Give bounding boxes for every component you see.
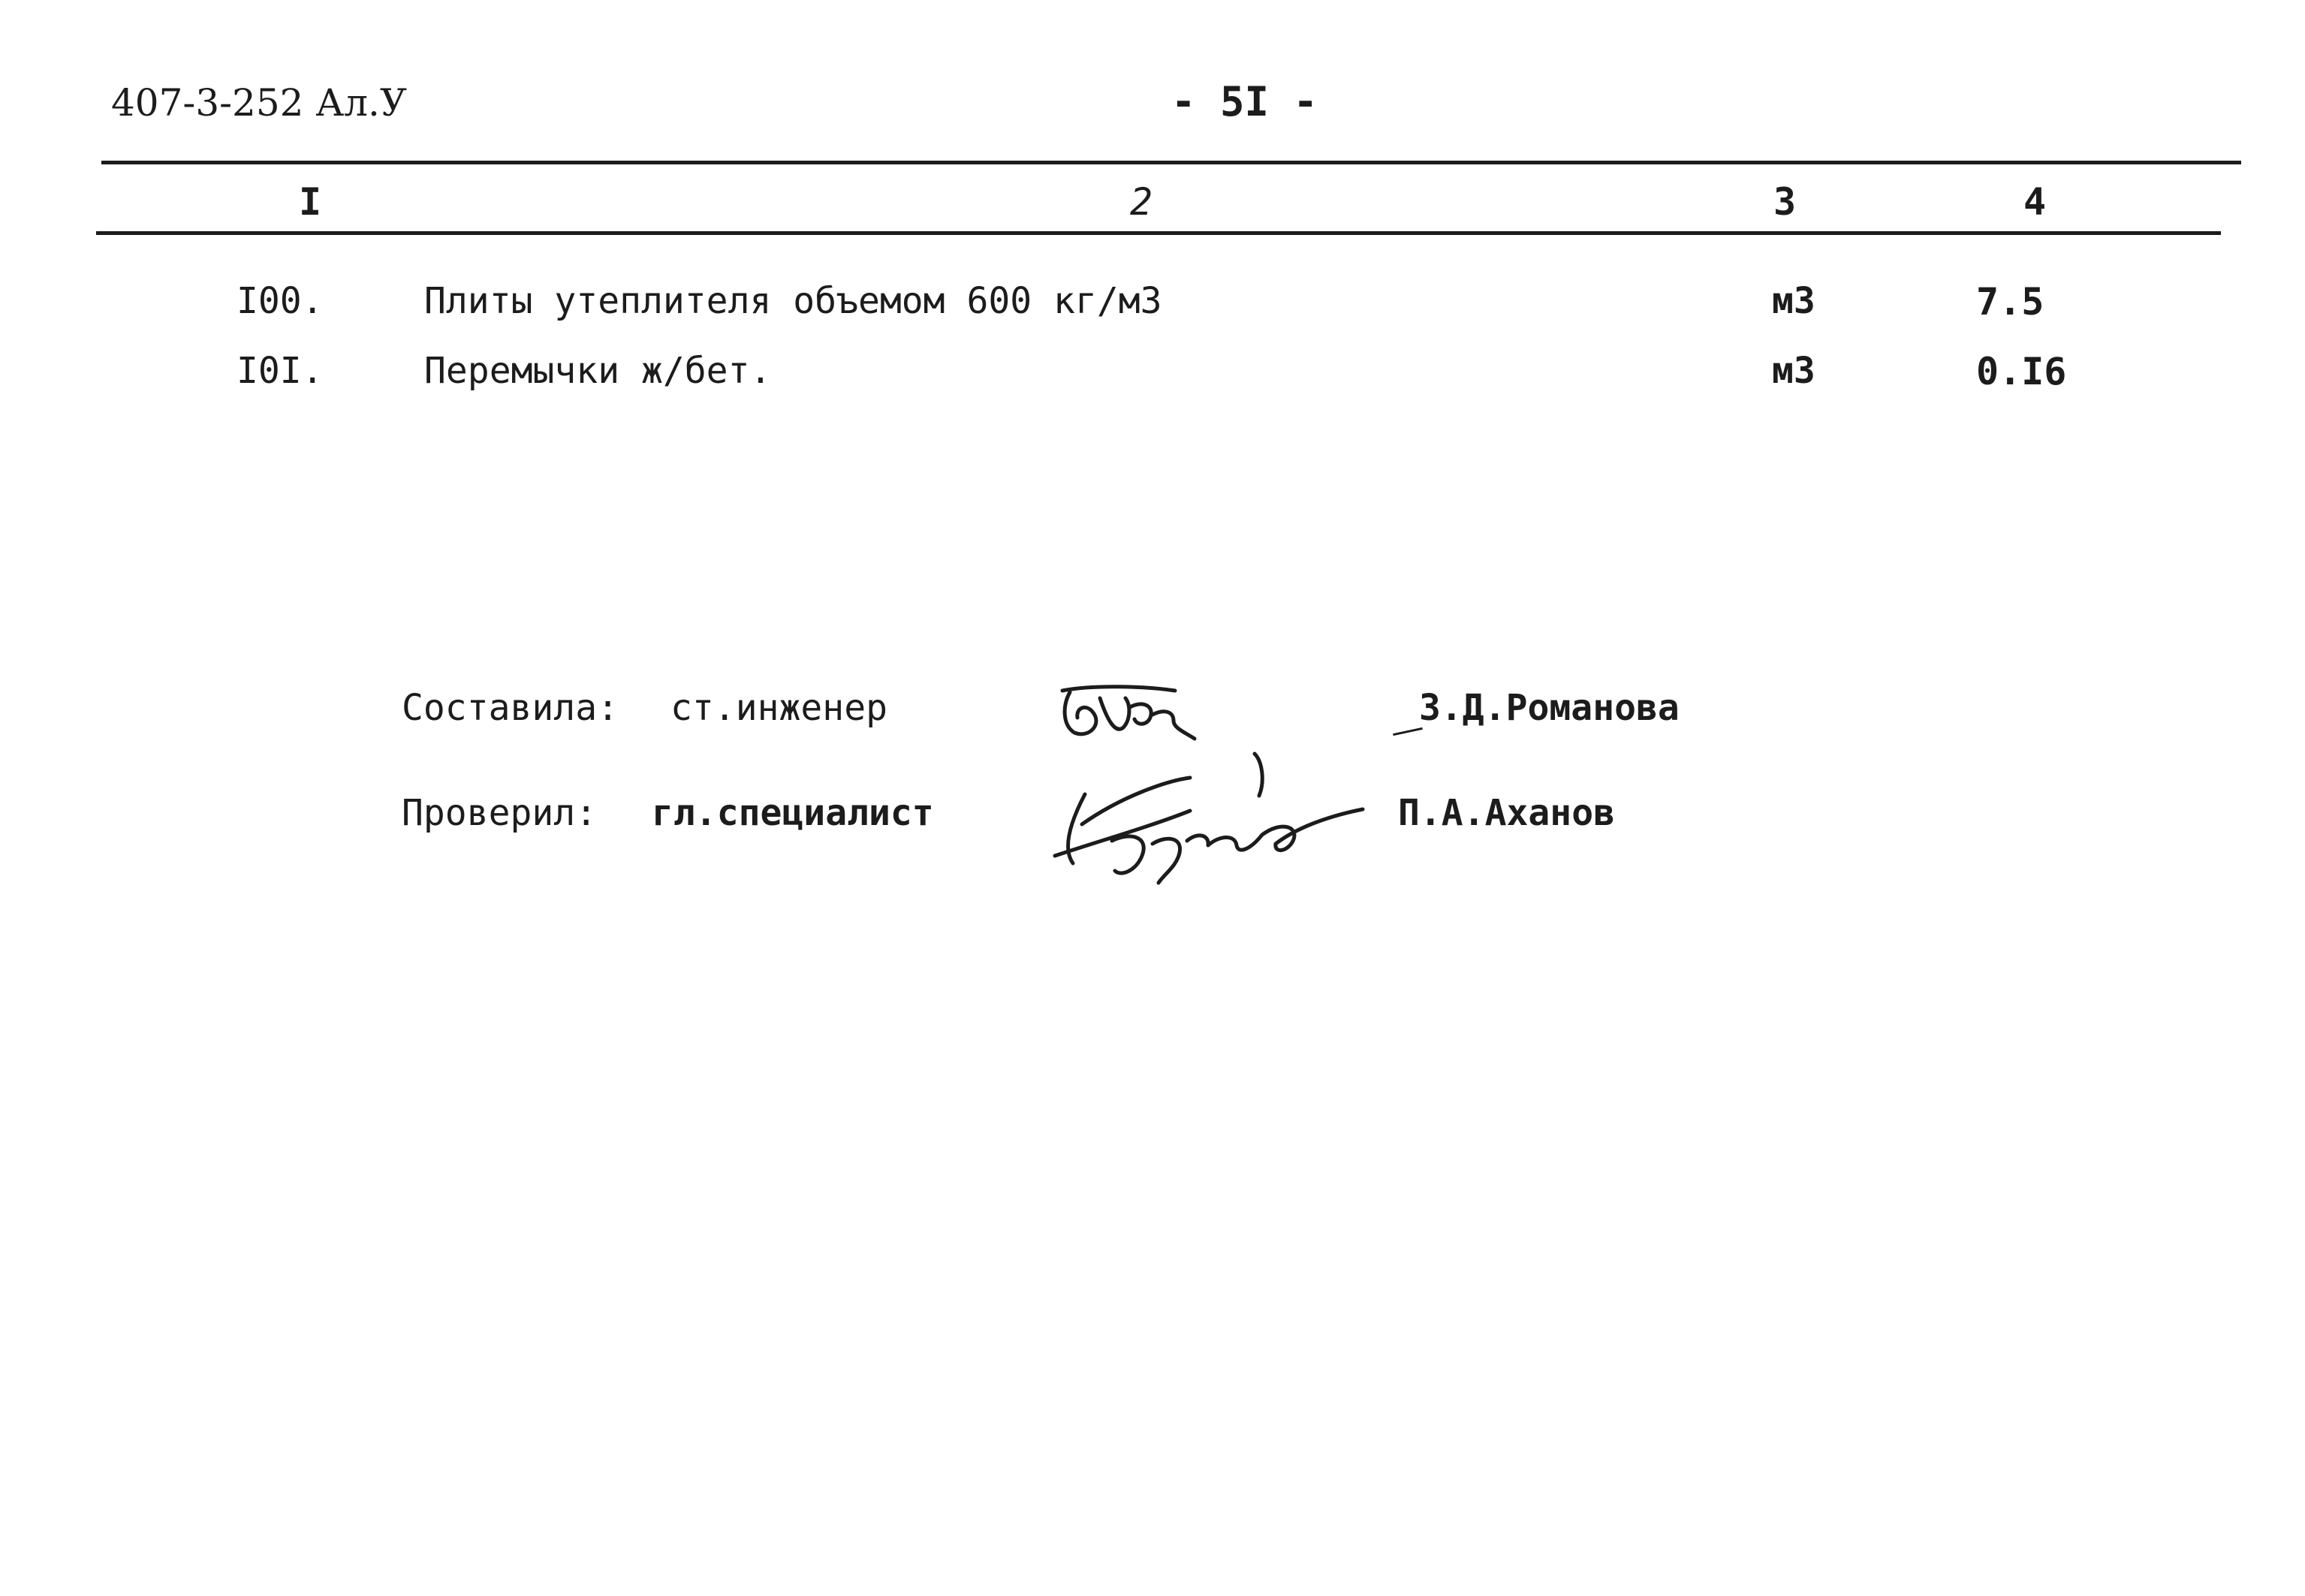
signer-role: Составила: xyxy=(402,687,619,729)
table-row xyxy=(0,350,2305,402)
row-quantity: 7.5 xyxy=(1976,280,2044,324)
column-header-4: 4 xyxy=(2023,180,2047,224)
signer-name: П.А.Аханов xyxy=(1398,792,1615,834)
document-code: 407-3-252 Ал.У xyxy=(111,81,408,125)
signer-name: З.Д.Романова xyxy=(1419,687,1680,729)
signer-title: гл.специалист xyxy=(652,792,934,834)
column-header-2: 2 xyxy=(1130,180,1153,224)
row-number: I0I. xyxy=(237,350,324,392)
row-name: Перемычки ж/бет. xyxy=(424,350,772,392)
signature-mark-2 xyxy=(1040,751,1370,886)
name-dash xyxy=(1393,727,1423,736)
page-number: - 5I - xyxy=(1171,78,1318,125)
signer-title: ст.инженер xyxy=(670,687,887,729)
row-quantity: 0.I6 xyxy=(1976,350,2067,393)
row-number: I00. xyxy=(237,280,324,322)
table-row xyxy=(0,280,2305,333)
signature-mark-1 xyxy=(1047,676,1198,743)
row-name: Плиты утеплителя объемом 600 кг/м3 xyxy=(424,280,1162,322)
column-header-3: 3 xyxy=(1773,180,1797,224)
table-top-rule xyxy=(101,161,2241,164)
signer-role: Проверил: xyxy=(402,792,598,834)
column-header-1: I xyxy=(299,180,322,224)
table-header-rule xyxy=(96,231,2221,235)
row-unit: м3 xyxy=(1772,280,1815,322)
row-unit: м3 xyxy=(1772,350,1815,392)
